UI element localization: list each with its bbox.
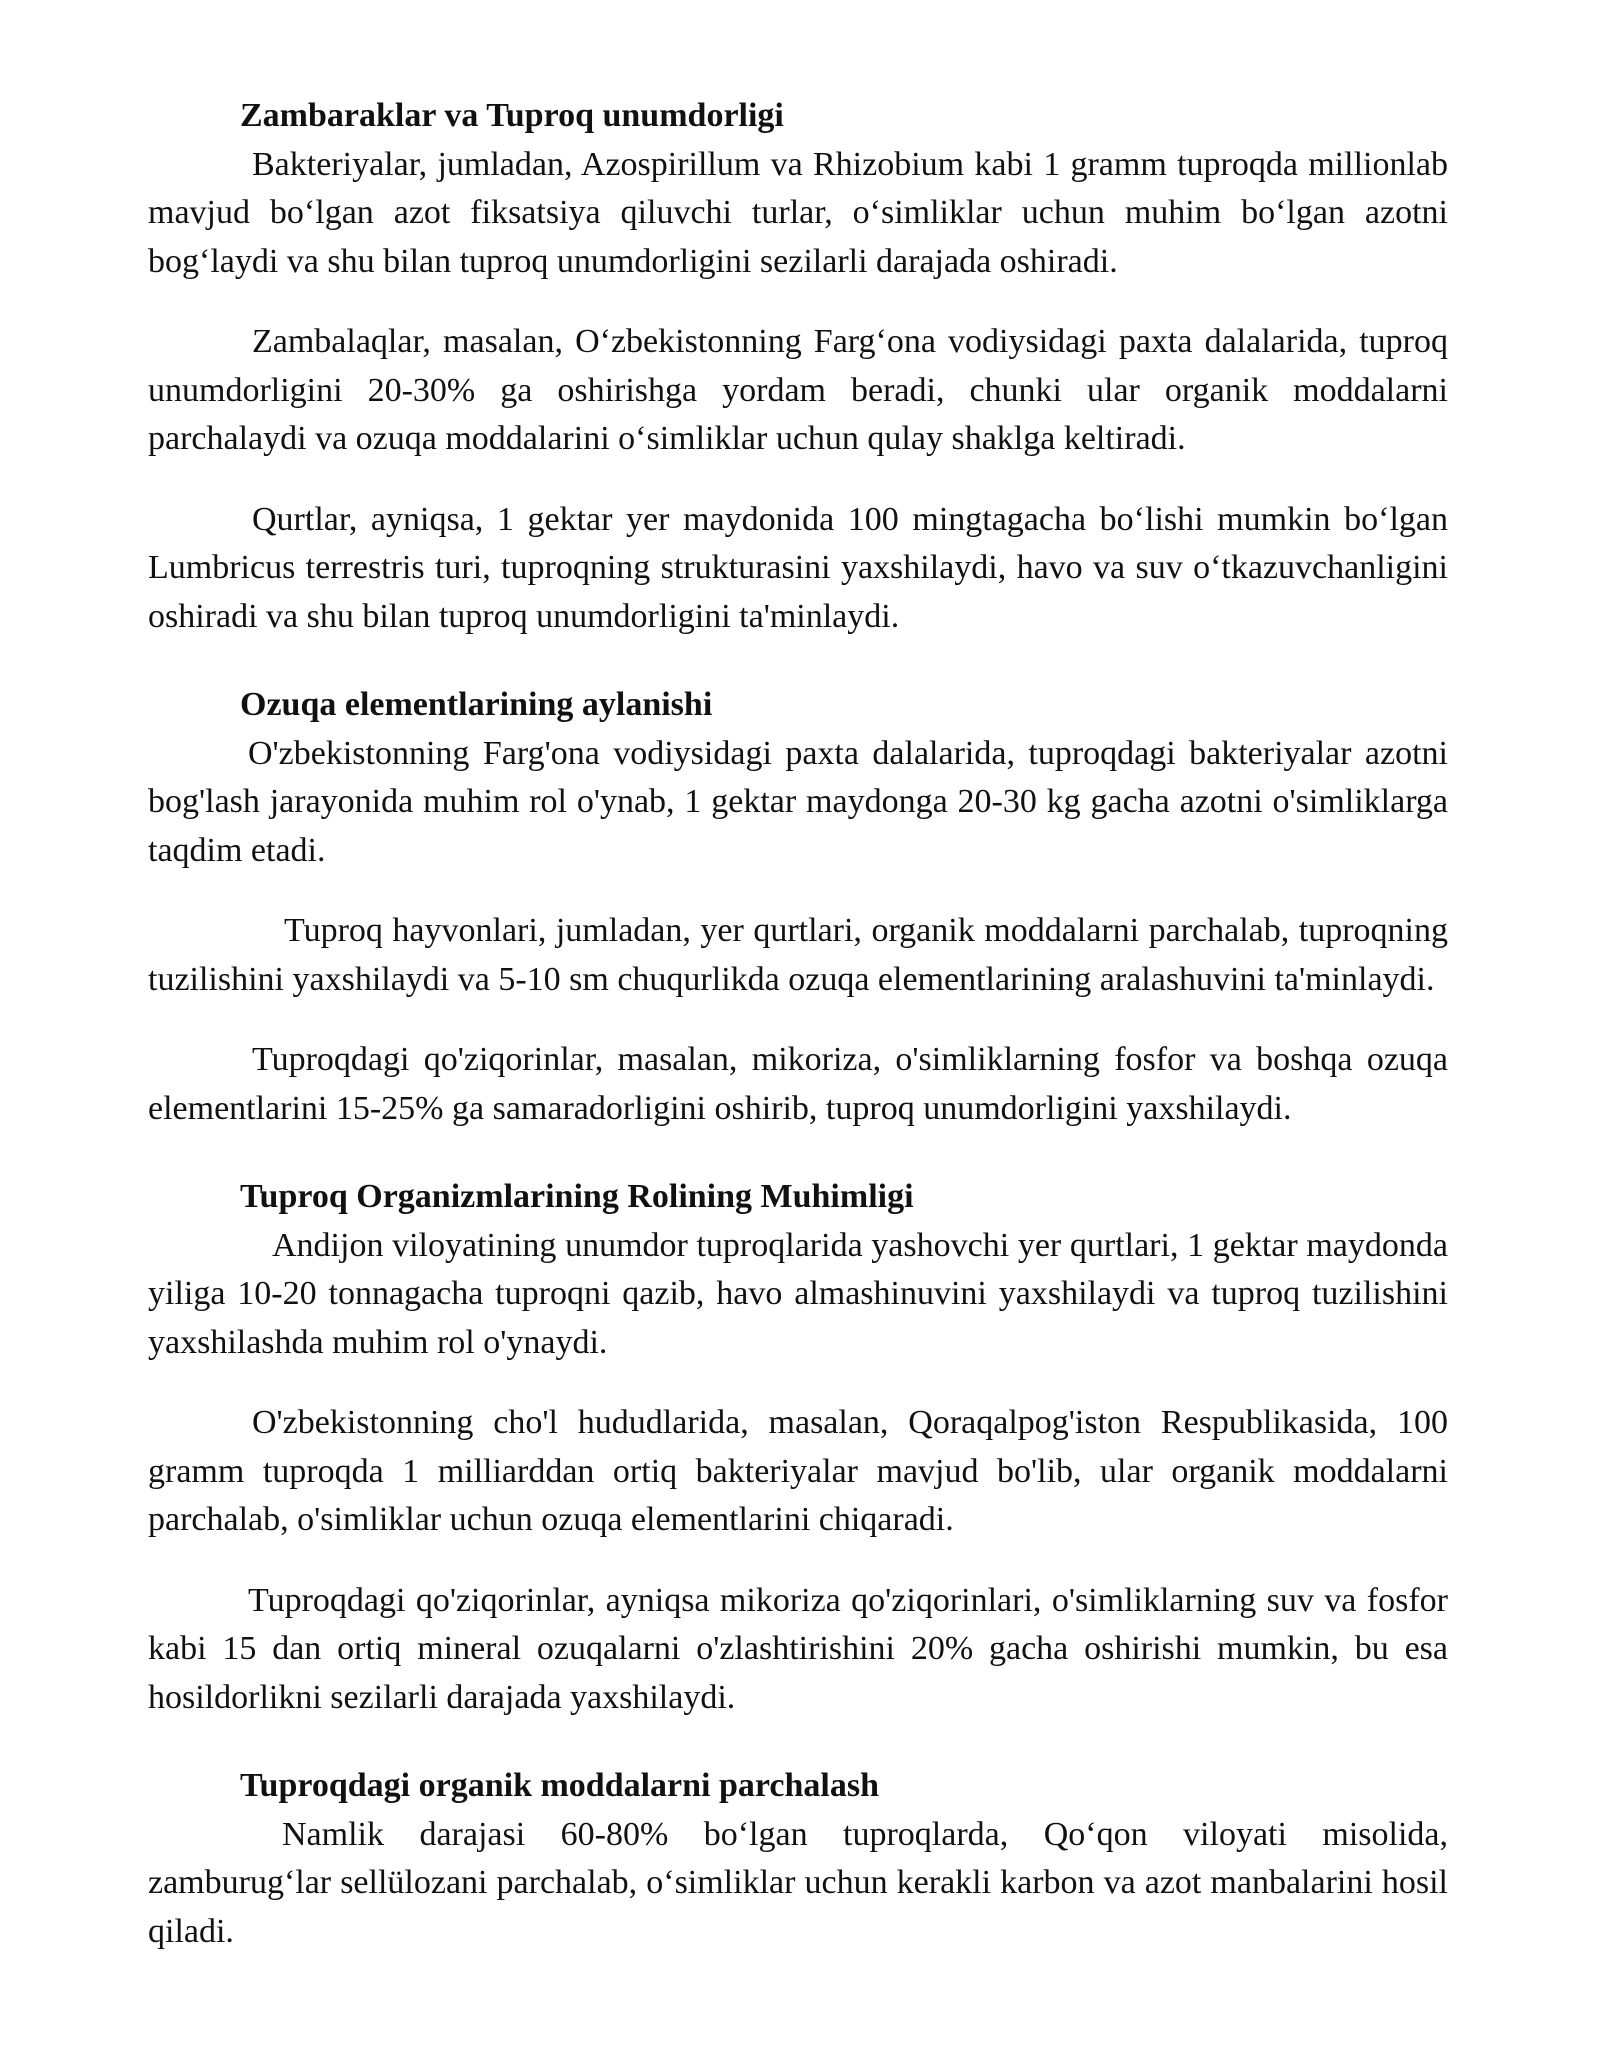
paragraph: Namlik darajasi 60-80% bo‘lgan tuproqlarda, Qo‘qon viloyati misolida, zamburug‘lar sellülozani parchalab, o‘simliklar uchun kerakli karbon va azot manbalarini hosil qiladi. [148,1815,1448,1950]
paragraph: Tuproqdagi qo'ziqorinlar, masalan, mikoriza, o'simliklarning fosfor va boshqa ozuqa elementlarini 15-25% ga samaradorligini oshirib, tuproq unumdorligini yaxshilaydi. [148,1041,1448,1127]
section-heading: Tuproq Organizmlarining Rolining Muhimligi [240,1178,914,1215]
section-zambaraklar [148,92,1448,641]
paragraph: Andijon viloyatining unumdor tuproqlarida yashovchi yer qurtlari, 1 gektar maydonda yiliga 10-20 tonnagacha tuproqni qazib, havo almashinuvini yaxshilaydi va tuproq tuzilishini yaxshilashda muhim rol o'ynaydi. [148,1226,1448,1361]
paragraph: Zambalaqlar, masalan, O‘zbekistonning Farg‘ona vodiysidagi paxta dalalarida, tuproq unumdorligini 20-30% ga oshirishga yordam beradi, chunki ular organik moddalarni parchalaydi va ozuqa moddalarini o‘simliklar uchun qulay shaklga keltiradi. [148,323,1448,457]
document-page [148,92,1448,1996]
section-ozuqa-elementlari [148,681,1448,1133]
paragraph: Tuproqdagi qo'ziqorinlar, ayniqsa mikoriza qo'ziqorinlari, o'simliklarning suv va fosfor kabi 15 dan ortiq mineral ozuqalarni o'zlashtirishini 20% gacha oshirishi mumkin, bu esa hosildorlikni sezilarli darajada yaxshilaydi. [148,1581,1448,1716]
section-tuproq-organizmlari [148,1173,1448,1722]
section-heading: Ozuqa elementlarining aylanishi [240,686,713,723]
paragraph: Tuproq hayvonlari, jumladan, yer qurtlari, organik moddalarni parchalab, tuproqning tuzilishini yaxshilaydi va 5-10 sm chuqurlikda ozuqa elementlarining aralashuvini ta'minlaydi. [148,912,1448,998]
paragraph: O'zbekistonning Farg'ona vodiysidagi paxta dalalarida, tuproqdagi bakteriyalar azotni bog'lash jarayonida muhim rol o'ynab, 1 gektar maydonga 20-30 kg gacha azotni o'simliklarga taqdim etadi. [148,734,1448,869]
section-heading: Tuproqdagi organik moddalarni parchalash [240,1767,879,1804]
section-organik-moddalar [148,1762,1448,1956]
paragraph: Qurtlar, ayniqsa, 1 gektar yer maydonida 100 mingtagacha bo‘lishi mumkin bo‘lgan Lumbricus terrestris turi, tuproqning strukturasini yaxshilaydi, havo va suv o‘tkazuvchanligini oshiradi va shu bilan tuproq unumdorligini ta'minlaydi. [148,500,1448,635]
section-heading: Zambaraklar va Tuproq unumdorligi [240,97,784,134]
paragraph: Bakteriyalar, jumladan, Azospirillum va Rhizobium kabi 1 gramm tuproqda millionlab mavjud bo‘lgan azot fiksatsiya qiluvchi turlar, o‘simliklar uchun muhim bo‘lgan azotni bog‘laydi va shu bilan tuproq unumdorligini sezilarli darajada oshiradi. [148,145,1448,280]
paragraph: O'zbekistonning cho'l hududlarida, masalan, Qoraqalpog'iston Respublikasida, 100 gramm tuproqda 1 milliarddan ortiq bakteriyalar mavjud bo'lib, ular organik moddalarni parchalab, o'simliklar uchun ozuqa elementlarini chiqaradi. [148,1404,1448,1538]
